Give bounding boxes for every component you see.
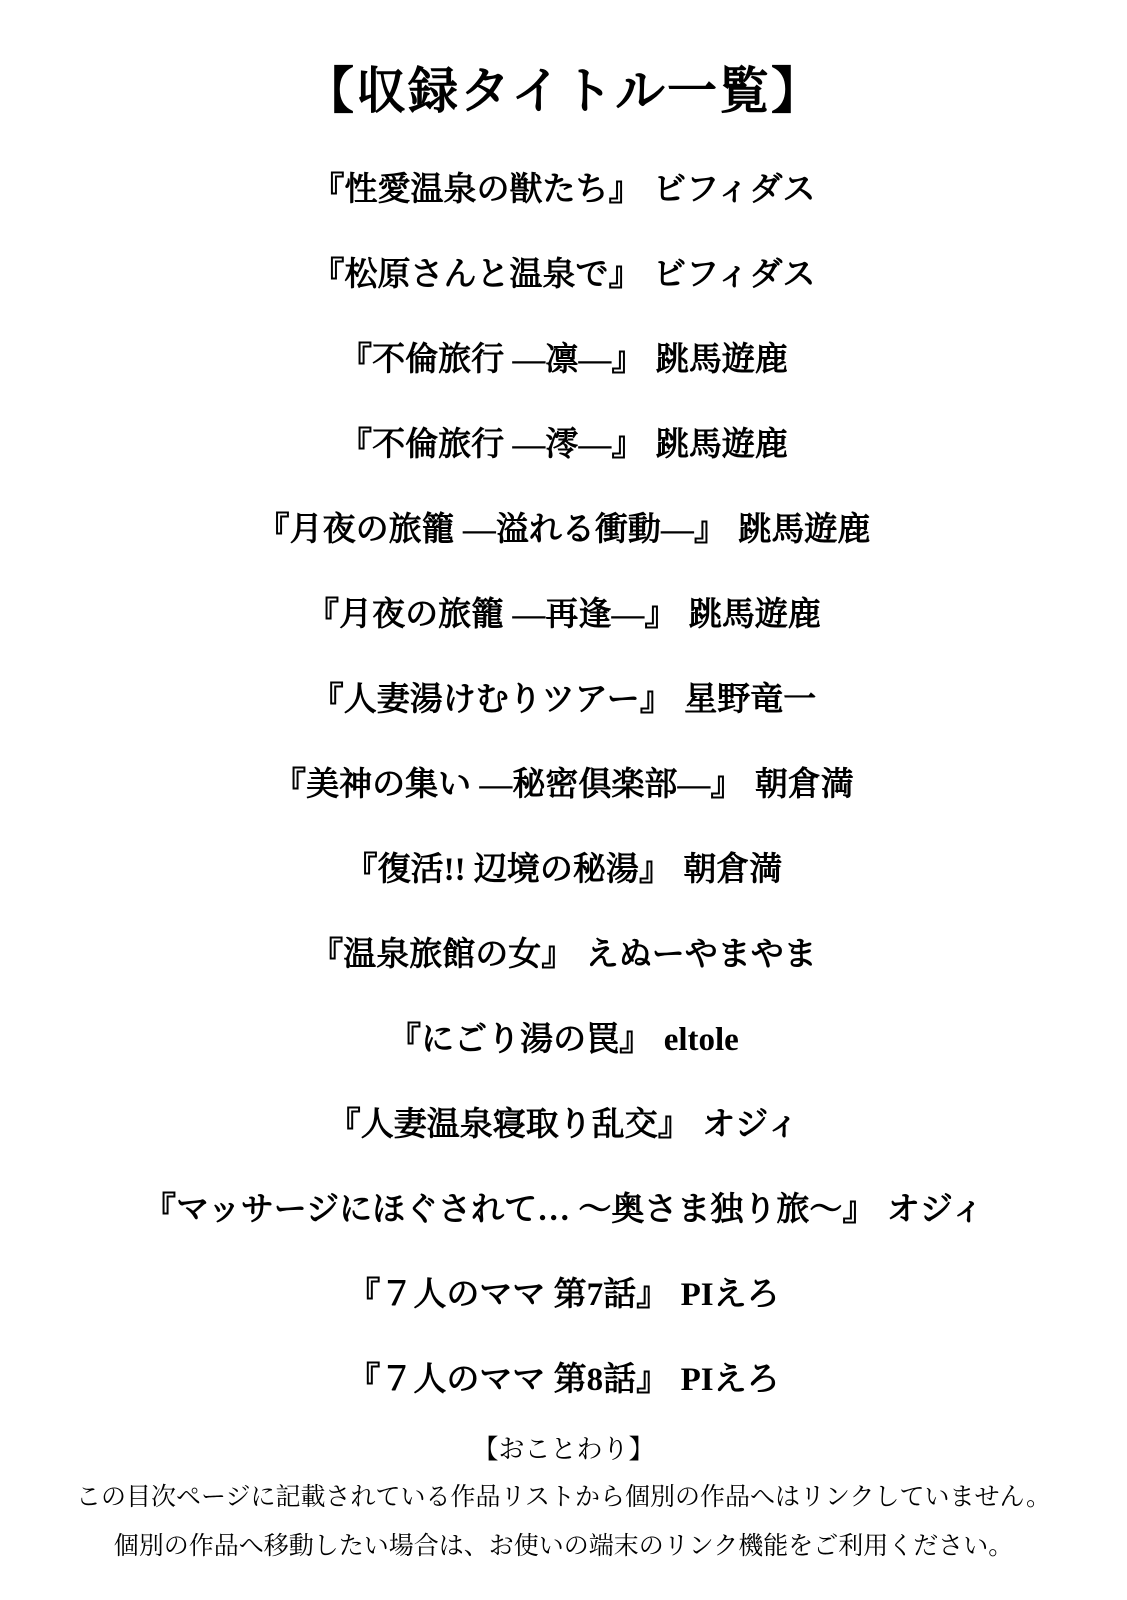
toc-entry	[0, 1338, 1127, 1423]
work-author: オジィ	[886, 1192, 984, 1228]
work-author: 朝倉満	[754, 767, 854, 803]
toc-entry	[0, 1083, 1127, 1168]
work-title: 『松原さんと温泉で』	[311, 257, 642, 293]
toc-entry	[0, 828, 1127, 913]
work-author: えぬーやまやま	[585, 937, 817, 973]
work-title: 『月夜の旅籠 ―溢れる衝動―』	[256, 512, 727, 548]
work-title: 『人妻温泉寝取り乱交』	[327, 1107, 691, 1143]
work-title: 『性愛温泉の獣たち』	[311, 172, 642, 208]
work-author: 跳馬遊鹿	[738, 512, 871, 548]
toc-entry	[0, 573, 1127, 658]
work-title: 『にごり湯の罠』	[388, 1022, 653, 1058]
page-title: 【収録タイトル一覧】	[304, 63, 823, 119]
work-title: 『７人のママ 第7話』	[347, 1277, 670, 1313]
toc-entry	[0, 148, 1127, 233]
toc-entry	[0, 488, 1127, 573]
work-author: PIえろ	[680, 1277, 780, 1313]
toc-entry	[0, 233, 1127, 318]
work-author: 跳馬遊鹿	[688, 597, 821, 633]
notice-heading: 【おことわり】	[472, 1434, 655, 1464]
notice-line-2: 個別の作品へ移動したい場合は、お使いの端末のリンク機能をご利用ください。	[113, 1532, 1014, 1560]
toc-entry	[0, 743, 1127, 828]
toc-entry	[0, 998, 1127, 1083]
work-author: 星野竜一	[684, 682, 817, 718]
work-title: 『マッサージにほぐされて… ～奥さま独り旅～』	[143, 1192, 876, 1228]
work-title: 『７人のママ 第8話』	[347, 1362, 670, 1398]
work-title: 『復活!! 辺境の秘湯』	[344, 852, 672, 888]
work-author: 朝倉満	[683, 852, 783, 888]
toc-entry	[0, 403, 1127, 488]
work-title: 『月夜の旅籠 ―再逢―』	[306, 597, 678, 633]
toc-entry	[0, 1168, 1127, 1253]
work-author: 跳馬遊鹿	[655, 427, 788, 463]
work-title: 『不倫旅行 ―澪―』	[339, 427, 645, 463]
work-title: 『不倫旅行 ―凛―』	[339, 342, 645, 378]
toc-entry	[0, 1253, 1127, 1338]
work-author: ビフィダス	[653, 257, 816, 293]
title-list	[0, 148, 1127, 1423]
work-author: ビフィダス	[653, 172, 816, 208]
work-title: 『温泉旅館の女』	[310, 937, 575, 973]
work-author: PIえろ	[680, 1362, 780, 1398]
work-author: オジィ	[702, 1107, 800, 1143]
notice-line-1: この目次ページに記載されている作品リストから個別の作品へはリンクしていません。	[75, 1483, 1051, 1511]
work-author: 跳馬遊鹿	[655, 342, 788, 378]
notice-section	[0, 1429, 1127, 1571]
toc-entry	[0, 658, 1127, 743]
work-author: eltole	[663, 1022, 739, 1058]
work-title: 『人妻湯けむりツアー』	[310, 682, 673, 718]
work-title: 『美神の集い ―秘密倶楽部―』	[273, 767, 744, 803]
toc-entry	[0, 913, 1127, 998]
toc-entry	[0, 318, 1127, 403]
